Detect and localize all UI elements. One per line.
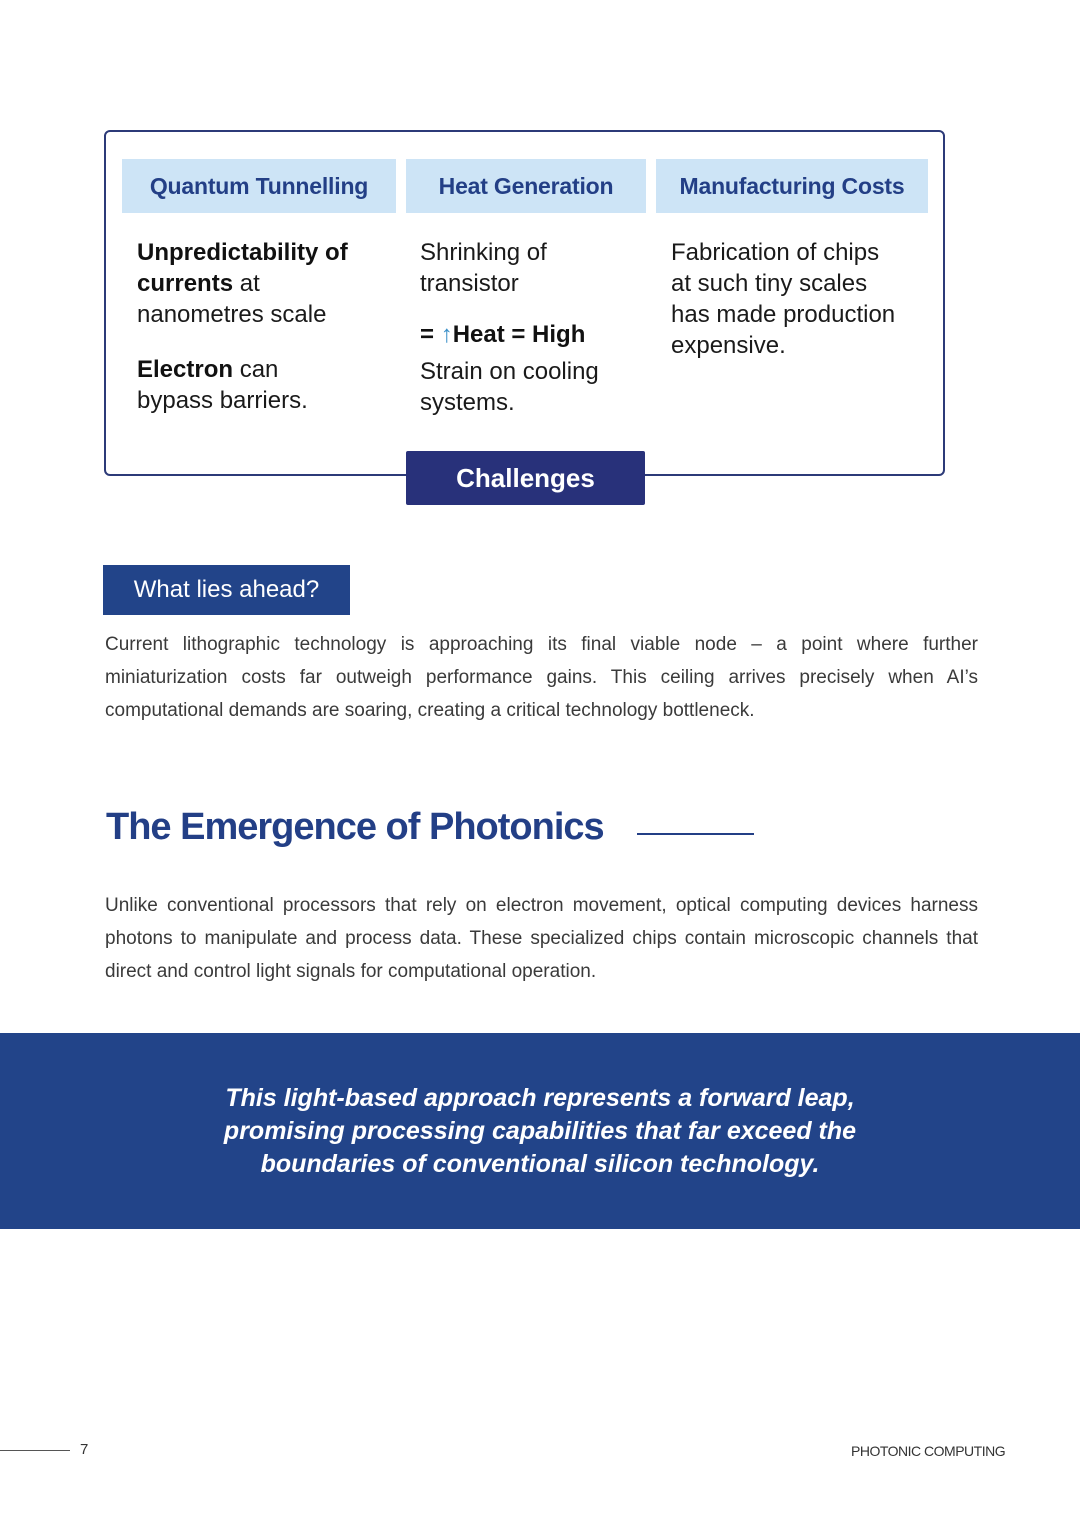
heat-generation-text: Shrinking of transistor = ↑Heat = High Strain on cooling systems. [420,239,599,416]
page-number: 7 [80,1441,89,1458]
up-arrow-icon: ↑ [440,321,453,348]
quote-banner [0,1033,1080,1229]
photonics-paragraph: Unlike conventional processors that rely on electron movement, optical computing devices harness photons to manipulate and process data. These specialized chips contain microscopic channels that direct and control light signals for computational operation. [105,895,978,982]
banner-quote: This light-based approach represents a forward leap, promising processing capabilities that far exceed the boundaries of conventional silicon technology. [223,1083,857,1178]
quantum-tunnelling-text: Unpredictability of currents at nanometres scale Electron can bypass barriers. [137,239,348,414]
title-rule [637,833,754,835]
what-lies-ahead-label: What lies ahead? [103,565,350,615]
heading-manufacturing-costs: Manufacturing Costs [656,159,928,213]
what-lies-ahead-paragraph: Current lithographic technology is approaching its final viable node – a point where further miniaturization costs far outweigh performance gains. This ceiling arrives precisely when AI’s computational demands are soaring, creating a critical technology bottleneck. [105,634,978,721]
heading-quantum-tunnelling: Quantum Tunnelling [122,159,396,213]
footer-rule [0,1450,70,1451]
section-title: The Emergence of Photonics [106,806,604,848]
heading-heat-generation: Heat Generation [406,159,646,213]
challenges-tag: Challenges [406,451,645,505]
manufacturing-costs-text: Fabrication of chips at such tiny scales has made production expensive. [671,239,896,359]
footer-doc-title: PHOTONIC COMPUTING [851,1443,1006,1459]
